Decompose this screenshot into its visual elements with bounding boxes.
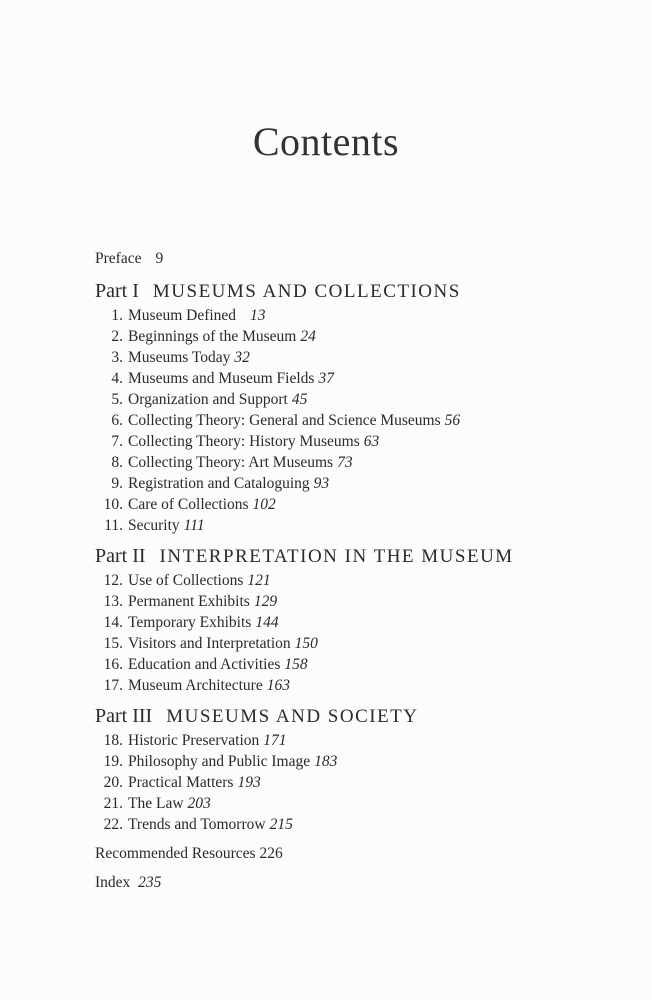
chapter-page: 73 xyxy=(337,454,353,471)
chapter-page: 158 xyxy=(284,656,308,673)
toc-entry-chapter[interactable] xyxy=(95,473,615,494)
chapter-page: 111 xyxy=(183,517,205,534)
toc-entry-chapter[interactable] xyxy=(95,326,615,347)
entry-title: Preface xyxy=(95,250,142,267)
chapter-title: Organization and Support xyxy=(128,391,288,408)
toc-entry-chapter[interactable] xyxy=(95,612,615,633)
toc-entry-chapter[interactable] xyxy=(95,347,615,368)
chapter-title: Collecting Theory: Art Museums xyxy=(128,454,334,471)
toc-entry-chapter[interactable] xyxy=(95,452,615,473)
toc-entry-chapter[interactable] xyxy=(95,431,615,452)
chapter-page: 171 xyxy=(263,732,287,749)
chapter-page: 215 xyxy=(269,816,293,833)
entry-page: 9 xyxy=(155,250,164,267)
chapter-title: Trends and Tomorrow xyxy=(128,816,266,833)
part-label: Part III xyxy=(95,705,153,727)
chapter-number: 5. xyxy=(111,391,123,408)
chapter-title: Collecting Theory: General and Science Museums xyxy=(128,412,441,429)
chapter-title: Historic Preservation xyxy=(128,732,260,749)
page-title: Contents xyxy=(252,119,400,164)
chapter-title: Temporary Exhibits xyxy=(128,614,252,631)
chapter-number: 16. xyxy=(103,656,123,673)
chapter-title: Museum Defined xyxy=(128,307,237,324)
chapter-title: Permanent Exhibits xyxy=(128,593,250,610)
toc-entry-chapter[interactable] xyxy=(95,591,615,612)
part-title: MUSEUMS AND COLLECTIONS xyxy=(152,281,461,302)
chapter-page: 193 xyxy=(237,774,261,791)
chapter-page: 163 xyxy=(266,677,290,694)
toc-entry-chapter[interactable] xyxy=(95,793,615,814)
chapter-number: 20. xyxy=(103,774,123,791)
chapter-page: 150 xyxy=(294,635,318,652)
chapter-page: 183 xyxy=(314,753,338,770)
chapter-number: 11. xyxy=(104,517,123,534)
chapter-page: 13 xyxy=(250,307,266,324)
chapter-number: 10. xyxy=(103,496,123,513)
entry-title: Index xyxy=(95,874,131,891)
chapter-number: 4. xyxy=(111,370,123,387)
part-title: MUSEUMS AND SOCIETY xyxy=(166,706,419,727)
chapter-title: Visitors and Interpretation xyxy=(128,635,291,652)
chapter-number: 17. xyxy=(103,677,123,694)
toc-entry-chapter[interactable] xyxy=(95,730,615,751)
chapter-title: Practical Matters xyxy=(128,774,234,791)
chapter-title: Education and Activities xyxy=(128,656,281,673)
toc-entry-resources[interactable] xyxy=(95,843,615,864)
chapter-page: 203 xyxy=(187,795,211,812)
toc-entry-preface[interactable] xyxy=(95,248,615,269)
chapter-number: 7. xyxy=(111,433,123,450)
chapter-number: 8. xyxy=(111,454,123,471)
chapter-number: 21. xyxy=(103,795,123,812)
toc-entry-chapter[interactable] xyxy=(95,751,615,772)
toc-entry-chapter[interactable] xyxy=(95,633,615,654)
chapter-title: Philosophy and Public Image xyxy=(128,753,311,770)
entry-page: 235 xyxy=(138,874,162,891)
toc-entry-chapter[interactable] xyxy=(95,654,615,675)
chapter-page: 129 xyxy=(253,593,278,610)
part-heading[interactable] xyxy=(95,542,615,570)
chapter-page: 37 xyxy=(318,370,334,387)
chapter-title: Museums and Museum Fields xyxy=(128,370,315,387)
entry-title: Recommended Resources xyxy=(95,845,256,862)
toc-entry-chapter[interactable] xyxy=(95,410,615,431)
toc-entry-chapter[interactable] xyxy=(95,772,615,793)
chapter-page: 102 xyxy=(252,496,276,513)
chapter-number: 3. xyxy=(111,349,123,366)
chapter-number: 1. xyxy=(111,307,123,324)
chapter-title: Beginnings of the Museum xyxy=(128,328,297,345)
chapter-number: 19. xyxy=(103,753,123,770)
chapter-number: 18. xyxy=(103,732,123,749)
part-heading[interactable] xyxy=(95,702,615,730)
parts-list xyxy=(95,277,615,835)
chapter-page: 56 xyxy=(444,412,461,429)
chapter-page: 45 xyxy=(291,391,308,408)
toc-entry-chapter[interactable] xyxy=(95,814,615,835)
chapter-page: 93 xyxy=(313,475,330,492)
toc-entry-chapter[interactable] xyxy=(95,515,615,536)
chapter-number: 2. xyxy=(111,328,123,345)
chapter-title: Care of Collections xyxy=(128,496,249,513)
chapter-title: Museum Architecture xyxy=(128,677,263,694)
toc-entry-chapter[interactable] xyxy=(95,305,615,326)
chapter-number: 22. xyxy=(103,816,123,833)
toc-entry-index[interactable] xyxy=(95,872,615,893)
chapter-number: 12. xyxy=(103,572,123,589)
part-label: Part II xyxy=(95,545,146,567)
toc-entry-chapter[interactable] xyxy=(95,494,615,515)
chapter-number: 15. xyxy=(103,635,123,652)
toc-entry-chapter[interactable] xyxy=(95,675,615,696)
chapter-page: 32 xyxy=(234,349,250,366)
chapter-number: 9. xyxy=(111,475,123,492)
chapter-title: Use of Collections xyxy=(128,572,244,589)
toc-entry-chapter[interactable] xyxy=(95,368,615,389)
chapter-title: The Law xyxy=(128,795,184,812)
chapter-page: 144 xyxy=(255,614,279,631)
chapter-number: 13. xyxy=(103,593,123,610)
chapter-page: 24 xyxy=(300,328,316,345)
chapter-title: Registration and Cataloguing xyxy=(128,475,310,492)
entry-page: 226 xyxy=(259,845,283,862)
chapter-title: Security xyxy=(128,517,180,534)
chapter-title: Collecting Theory: History Museums xyxy=(128,433,360,450)
toc-entry-chapter[interactable] xyxy=(95,389,615,410)
part-title: INTERPRETATION IN THE MUSEUM xyxy=(159,546,514,567)
chapter-number: 14. xyxy=(103,614,123,631)
part-heading[interactable] xyxy=(95,277,615,305)
part-label: Part I xyxy=(95,280,139,302)
chapter-title: Museums Today xyxy=(128,349,231,366)
table-of-contents xyxy=(95,248,615,893)
chapter-page: 121 xyxy=(247,572,271,589)
chapter-page: 63 xyxy=(363,433,380,450)
chapter-number: 6. xyxy=(111,412,123,429)
toc-entry-chapter[interactable] xyxy=(95,570,615,591)
